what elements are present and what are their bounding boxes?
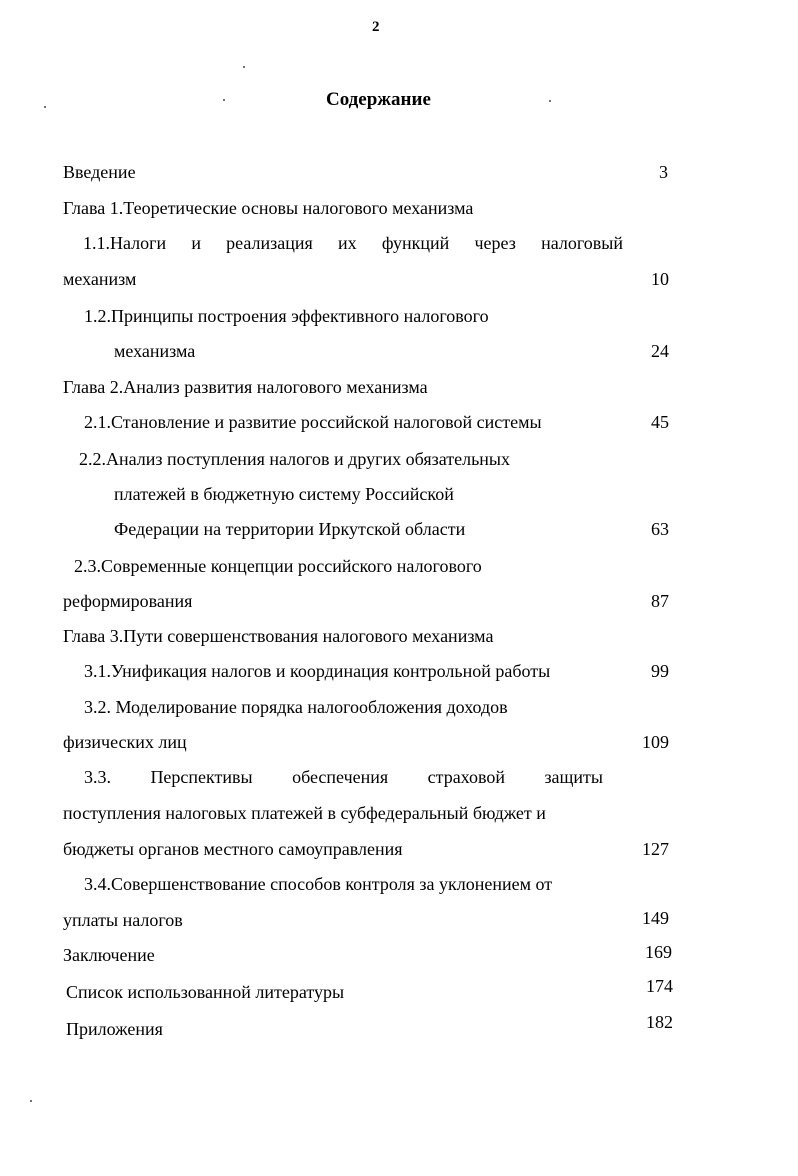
toc-3-2-line1: 3.2. Моделирование порядка налогообложения доходов: [84, 697, 508, 717]
toc-appendix: Приложения: [66, 1019, 163, 1039]
toc-1-2-page: 24: [651, 341, 669, 361]
toc-3-3-line3: бюджеты органов местного самоуправления: [63, 839, 403, 859]
scan-speck: [549, 100, 551, 102]
toc-2-3-page: 87: [651, 591, 669, 611]
toc-chapter-1: Глава 1.Теоретические основы налогового механизма: [63, 198, 474, 218]
toc-3-2-page: 109: [642, 732, 669, 752]
scan-speck: [243, 66, 245, 68]
toc-1-2-line1: 1.2.Принципы построения эффективного налогового: [84, 306, 489, 326]
toc-3-2-line2: физических лиц: [63, 732, 187, 752]
scan-speck: [44, 106, 46, 108]
scan-speck: [223, 99, 225, 101]
toc-3-4-page: 149: [642, 908, 669, 928]
toc-2-1-page: 45: [651, 412, 669, 432]
toc-1-2-line2: механизма: [114, 341, 196, 361]
toc-conclusion-page: 169: [645, 942, 672, 962]
toc-3-3-line2: поступления налоговых платежей в субфедеральный бюджет и: [63, 803, 546, 823]
toc-appendix-page: 182: [646, 1012, 673, 1032]
toc-2-2-page: 63: [651, 519, 669, 539]
toc-2-3-line1: 2.3.Современные концепции российского налогового: [74, 556, 482, 576]
toc-1-1-line1: 1.1.Налоги и реализация их функций через налоговый: [83, 233, 623, 253]
toc-3-1: 3.1.Унификация налогов и координация контрольной работы: [84, 661, 551, 681]
toc-2-2-line3: Федерации на территории Иркутской области: [114, 519, 466, 539]
scan-speck: [30, 1100, 32, 1102]
toc-1-1-page: 10: [651, 269, 669, 289]
page-title: Содержание: [326, 89, 431, 110]
toc-chapter-3: Глава 3.Пути совершенствования налогового механизма: [63, 626, 494, 646]
toc-3-3-line1: 3.3. Перспективы обеспечения страховой защиты: [84, 767, 603, 787]
toc-3-3-page: 127: [642, 839, 669, 859]
toc-3-4-line1: 3.4.Совершенствование способов контроля за уклонением от: [84, 874, 553, 894]
toc-chapter-2: Глава 2.Анализ развития налогового механизма: [63, 377, 428, 397]
toc-1-1-line2: механизм: [63, 269, 137, 289]
toc-intro-page: 3: [659, 162, 668, 182]
toc-2-3-line2: реформирования: [63, 591, 193, 611]
page-number: 2: [372, 19, 380, 35]
toc-bibliography-page: 174: [646, 976, 673, 996]
toc-bibliography: Список использованной литературы: [66, 982, 345, 1002]
toc-3-1-page: 99: [651, 661, 669, 681]
toc-2-1: 2.1.Становление и развитие российской налоговой системы: [84, 412, 542, 432]
toc-conclusion: Заключение: [63, 945, 155, 965]
toc-intro: Введение: [63, 162, 136, 182]
toc-2-2-line1: 2.2.Анализ поступления налогов и других обязательных: [79, 449, 511, 469]
toc-3-4-line2: уплаты налогов: [63, 910, 183, 930]
toc-2-2-line2: платежей в бюджетную систему Российской: [114, 484, 454, 504]
